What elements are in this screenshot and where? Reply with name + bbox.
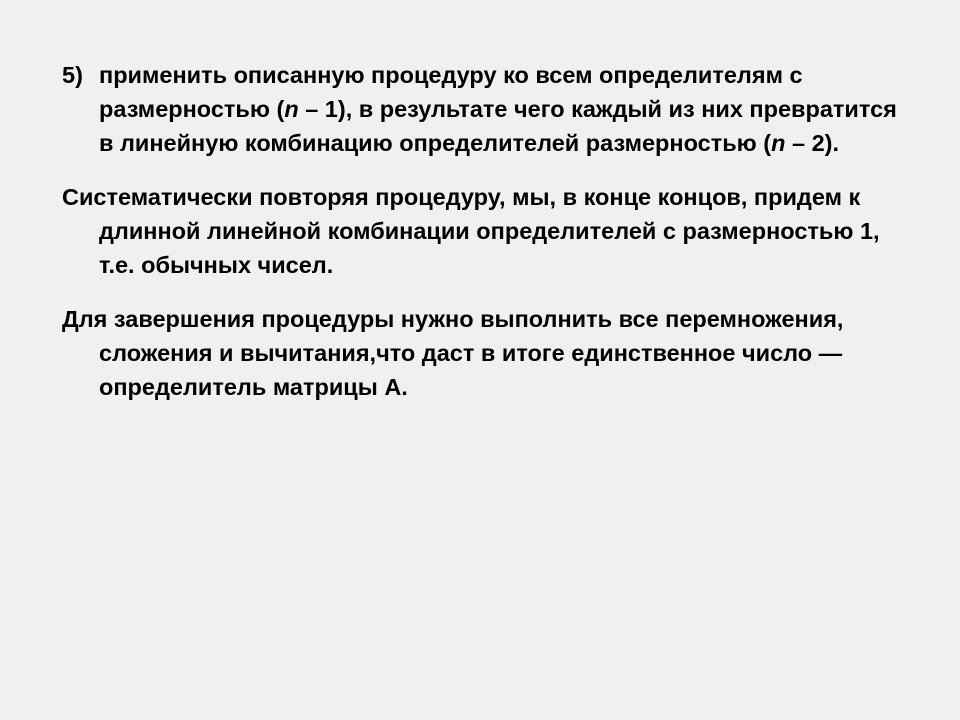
variable-n: n [284, 96, 299, 122]
step-5-text-part3: – 2). [785, 130, 840, 156]
finish-procedure-paragraph: Для завершения процедуры нужно выполнить все перемножения, сложения и вычитания,что даст в итоге единственное число — определитель матрицы А. [62, 306, 844, 400]
step-number: 5) [62, 62, 83, 88]
step-5-paragraph [62, 58, 900, 160]
step-5-text-part1: применить описанную процедуру ко всем определителям с размерностью ( [99, 62, 803, 122]
variable-n: n [771, 130, 786, 156]
step-5-text [99, 58, 900, 160]
step-5-text-part2: – 1), в результате чего каждый из них превратится в линейную комбинацию определителей размерностью ( [99, 96, 897, 156]
repeat-procedure-paragraph: Систематически повторяя процедуру, мы, в конце концов, придем к длинной линейной комбинации определителей с размерностью 1, т.е. обычных чисел. [62, 184, 880, 278]
